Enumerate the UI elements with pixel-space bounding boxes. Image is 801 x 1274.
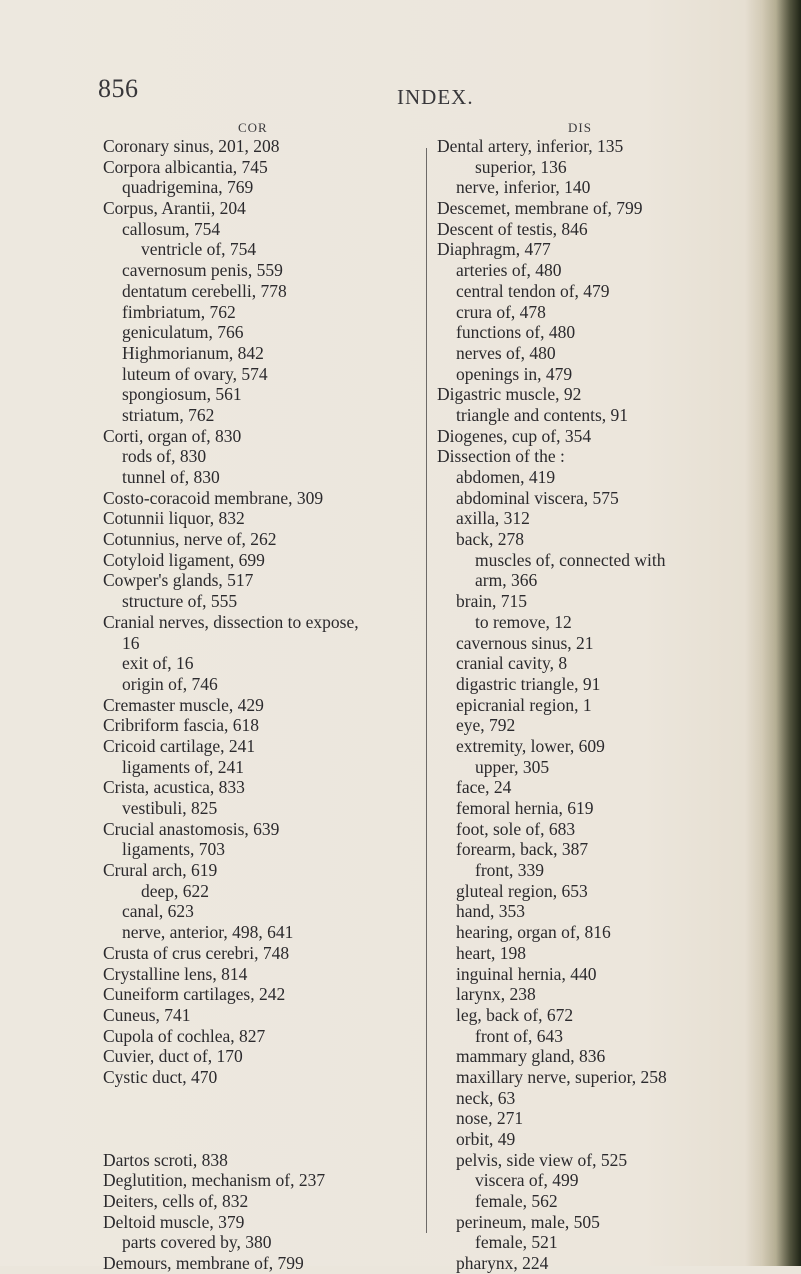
index-subentry: heart, 198 — [456, 942, 526, 963]
index-subentry: forearm, back, 387 — [456, 839, 589, 860]
index-subentry: muscles of, connected with — [475, 549, 666, 570]
index-entry: Corpora albicantia, 745 — [103, 156, 268, 177]
index-spacer — [103, 1129, 425, 1150]
index-subentry: hearing, organ of, 816 — [456, 922, 611, 943]
index-subentry: viscera of, 499 — [475, 1170, 579, 1191]
index-subentry: quadrigemina, 769 — [122, 177, 254, 198]
index-entry: Crucial anastomosis, 639 — [103, 818, 280, 839]
index-subentry: hand, 353 — [456, 901, 526, 922]
index-entry: Dental artery, inferior, 135 — [437, 136, 624, 156]
index-entry: Costo-coracoid membrane, 309 — [103, 487, 324, 508]
index-subentry: female, 521 — [475, 1232, 558, 1253]
index-subentry: luteum of ovary, 574 — [122, 363, 268, 384]
index-subentry: geniculatum, 766 — [122, 322, 244, 343]
index-entry: Dissection of the : — [437, 446, 565, 467]
index-subentry: nerve, inferior, 140 — [456, 177, 591, 198]
index-subentry: triangle and contents, 91 — [456, 404, 629, 425]
index-entry: Descent of testis, 846 — [437, 218, 588, 239]
index-subentry: nose, 271 — [456, 1108, 524, 1129]
index-subentry: structure of, 555 — [122, 591, 238, 612]
index-entry: Cuvier, duct of, 170 — [103, 1046, 243, 1067]
index-entry: Deglutition, mechanism of, 237 — [103, 1170, 326, 1191]
index-entry: Deiters, cells of, 832 — [103, 1191, 249, 1212]
index-subentry: to remove, 12 — [475, 611, 572, 632]
index-subentry: gluteal region, 653 — [456, 880, 588, 901]
index-subentry: femoral hernia, 619 — [456, 798, 594, 818]
index-entry: Crusta of crus cerebri, 748 — [103, 942, 290, 963]
index-subentry: superior, 136 — [475, 156, 567, 177]
index-subentry: maxillary nerve, superior, 258 — [456, 1066, 667, 1087]
index-subentry: parts covered by, 380 — [122, 1232, 272, 1253]
index-subentry: vestibuli, 825 — [122, 798, 218, 818]
left-index-column — [103, 136, 425, 1274]
index-subentry: pelvis, side view of, 525 — [456, 1149, 628, 1170]
index-subentry: perineum, male, 505 — [456, 1211, 600, 1232]
index-subentry: neck, 63 — [456, 1087, 516, 1108]
index-subentry: cavernous sinus, 21 — [456, 632, 594, 653]
index-subentry: foot, sole of, 683 — [456, 818, 576, 839]
index-subentry: central tendon of, 479 — [456, 280, 610, 301]
index-subentry: pharynx, 224 — [456, 1253, 549, 1274]
index-entry: Crystalline lens, 814 — [103, 963, 248, 984]
index-entry: Cupola of cochlea, 827 — [103, 1025, 266, 1046]
index-entry: Cotunnius, nerve of, 262 — [103, 529, 277, 550]
index-subentry: fimbriatum, 762 — [122, 301, 236, 322]
index-entry: Cowper's glands, 517 — [103, 570, 254, 591]
right-index-column — [437, 136, 747, 1274]
index-spacer — [103, 1088, 425, 1109]
index-entry: Cuneiform cartilages, 242 — [103, 984, 286, 1005]
index-subentry: cavernosum penis, 559 — [122, 260, 283, 281]
right-column-head: DIS — [568, 120, 592, 135]
column-divider — [426, 148, 427, 1233]
index-subentry: extremity, lower, 609 — [456, 735, 605, 756]
index-subentry: striatum, 762 — [122, 404, 215, 425]
index-entry: Diaphragm, 477 — [437, 239, 551, 260]
index-subentry: face, 24 — [456, 777, 512, 798]
index-subentry: front, 339 — [475, 860, 545, 881]
index-subentry: openings in, 479 — [456, 363, 573, 384]
index-subentry: ventricle of, 754 — [141, 239, 257, 260]
index-entry: Descemet, membrane of, 799 — [437, 198, 643, 219]
page-edge-shadow — [745, 0, 801, 1266]
index-entry: Corti, organ of, 830 — [103, 425, 242, 446]
index-spacer — [103, 1108, 425, 1129]
index-subentry: ligaments, 703 — [122, 839, 226, 860]
index-entry: Deltoid muscle, 379 — [103, 1211, 245, 1232]
index-entry: Crural arch, 619 — [103, 860, 218, 881]
index-entry: Corpus, Arantii, 204 — [103, 198, 246, 219]
index-subentry: front of, 643 — [475, 1025, 563, 1046]
index-entry: Coronary sinus, 201, 208 — [103, 136, 280, 156]
index-subentry: dentatum cerebelli, 778 — [122, 280, 287, 301]
index-entry: Cotunnii liquor, 832 — [103, 508, 245, 529]
index-subentry: tunnel of, 830 — [122, 467, 220, 487]
index-entry: Demours, membrane of, 799 — [103, 1253, 304, 1274]
index-subentry: female, 562 — [475, 1191, 558, 1212]
index-subentry: abdominal viscera, 575 — [456, 487, 619, 508]
index-entry: Crista, acustica, 833 — [103, 777, 245, 798]
index-subentry: abdomen, 419 — [456, 467, 556, 487]
index-subentry: origin of, 746 — [122, 673, 218, 694]
index-subentry: deep, 622 — [141, 880, 210, 901]
index-subentry: spongiosum, 561 — [122, 384, 242, 405]
index-subentry: arm, 366 — [475, 570, 538, 591]
index-entry: Cystic duct, 470 — [103, 1066, 218, 1087]
index-subentry: axilla, 312 — [456, 508, 530, 529]
index-subentry: nerves of, 480 — [456, 342, 556, 363]
index-subentry: callosum, 754 — [122, 218, 221, 239]
index-subentry: orbit, 49 — [456, 1129, 516, 1149]
index-subentry: eye, 792 — [456, 715, 516, 736]
index-subentry: mammary gland, 836 — [456, 1046, 606, 1067]
index-entry: Cotyloid ligament, 699 — [103, 549, 265, 570]
index-subentry: nerve, anterior, 498, 641 — [122, 922, 294, 943]
index-subentry: ligaments of, 241 — [122, 756, 244, 777]
page-number: 856 — [98, 74, 139, 103]
index-subentry: arteries of, 480 — [456, 260, 562, 281]
index-subentry: upper, 305 — [475, 756, 550, 777]
index-entry: Cribriform fascia, 618 — [103, 715, 259, 736]
index-subentry: Highmorianum, 842 — [122, 342, 264, 363]
index-entry: Cricoid cartilage, 241 — [103, 735, 256, 756]
index-subentry: exit of, 16 — [122, 653, 194, 674]
index-subentry: functions of, 480 — [456, 322, 576, 343]
index-subentry: back, 278 — [456, 529, 525, 550]
index-entry: Diogenes, cup of, 354 — [437, 425, 592, 446]
index-subentry: larynx, 238 — [456, 984, 536, 1005]
index-subentry: inguinal hernia, 440 — [456, 963, 597, 984]
index-subentry: 16 — [122, 632, 140, 653]
index-entry: Cremaster muscle, 429 — [103, 694, 264, 715]
index-entry: Cranial nerves, dissection to expose, — [103, 611, 359, 632]
index-subentry: epicranial region, 1 — [456, 694, 592, 715]
left-column-head: COR — [238, 120, 268, 135]
index-entry: Cuneus, 741 — [103, 1004, 191, 1025]
index-subentry: digastric triangle, 91 — [456, 673, 601, 694]
index-subentry: crura of, 478 — [456, 301, 546, 322]
index-entry: Dartos scroti, 838 — [103, 1149, 228, 1170]
index-subentry: brain, 715 — [456, 591, 527, 612]
index-subentry: canal, 623 — [122, 901, 194, 922]
index-subentry: cranial cavity, 8 — [456, 653, 568, 674]
running-head: INDEX. — [397, 85, 474, 109]
index-subentry: leg, back of, 672 — [456, 1004, 574, 1025]
index-entry: Digastric muscle, 92 — [437, 384, 582, 405]
index-subentry: rods of, 830 — [122, 446, 207, 467]
